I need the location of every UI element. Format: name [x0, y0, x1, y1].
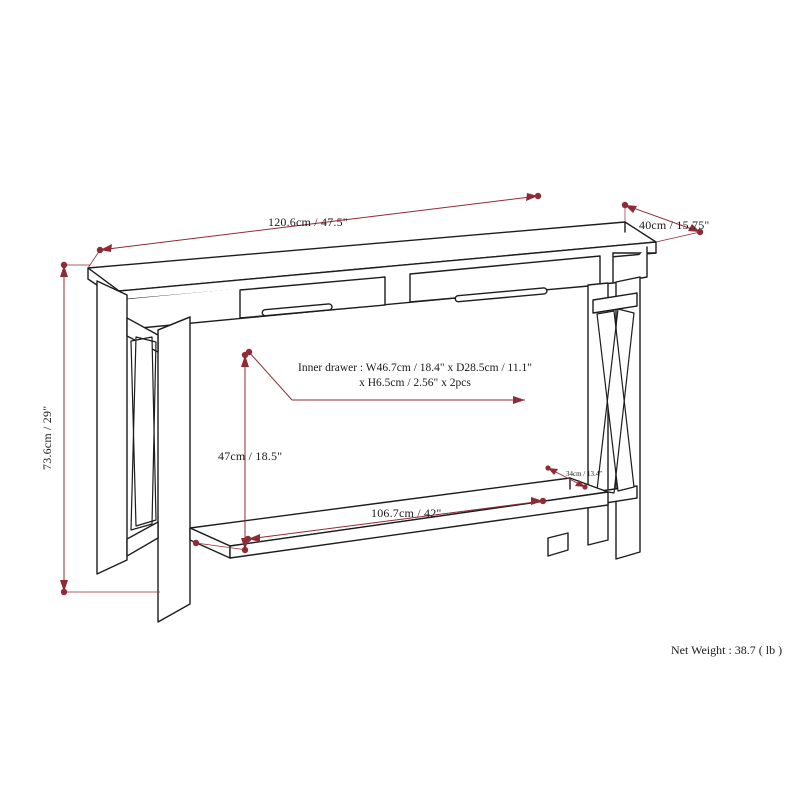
leg-front-left: [158, 317, 190, 622]
label-inner-drawer-line1: Inner drawer : W46.7cm / 18.4" x D28.5cm / 11.1": [298, 362, 532, 374]
label-top-width: 120.6cm / 47.5": [268, 215, 348, 229]
rear-foot-detail: [548, 533, 568, 556]
label-inner-drawer-line2: x H6.5cm / 2.56" x 2pcs: [359, 377, 471, 389]
label-shelf-depth: [566, 470, 602, 478]
table-illustration: [88, 222, 656, 622]
label-shelf-depth-text: 34cm / 13.4": [566, 470, 603, 478]
label-top-depth: 40cm / 15.75": [639, 218, 710, 232]
label-inner-drawer: [298, 361, 532, 391]
label-net-weight: Net Weight : 38.7 ( lb ): [671, 643, 783, 657]
label-shelf-height: 47cm / 18.5": [218, 449, 283, 463]
x-brace-left: [127, 318, 158, 556]
label-shelf-width: 106.7cm / 42": [371, 506, 442, 520]
leg-rear-left: [97, 281, 127, 574]
label-overall-height: 73.6cm / 29": [40, 405, 54, 470]
